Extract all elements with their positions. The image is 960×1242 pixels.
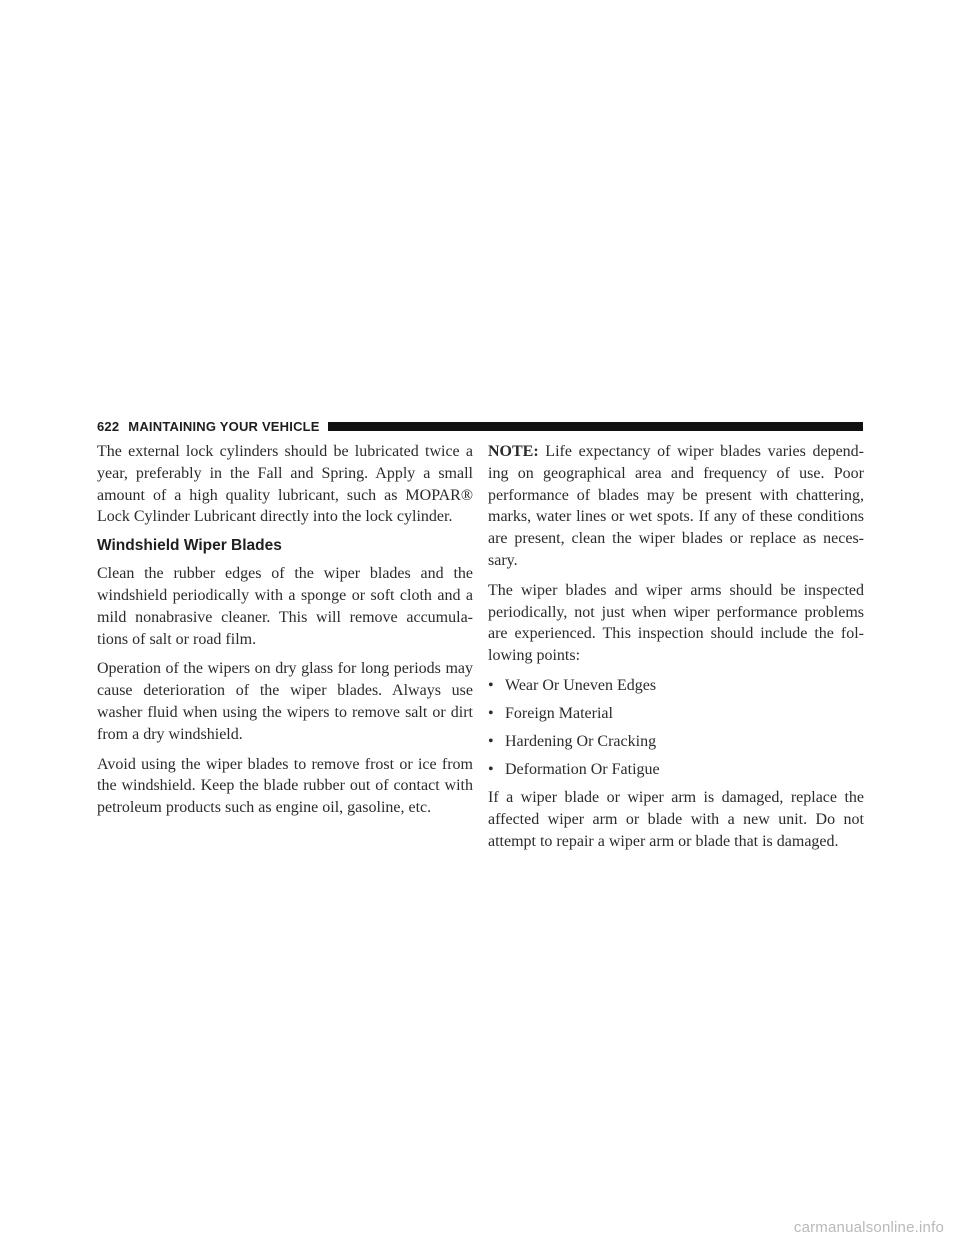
inspection-paragraph: The wiper blades and wiper arms should be inspected periodically, not just when wiper performance problems are experienced. This inspection should include the fol-lowing points: — [488, 581, 864, 665]
list-item — [488, 731, 864, 753]
frost-paragraph: Avoid using the wiper blades to remove frost or ice from the windshield. Keep the blade rubber out of contact with petroleum products such as engine oil, gasoline, etc. — [97, 755, 473, 817]
damaged-paragraph: If a wiper blade or wiper arm is damaged, replace the affected wiper arm or blade with a new unit. Do not attempt to repair a wiper arm or blade that is damaged. — [488, 788, 864, 850]
list-item-text: Deformation Or Fatigue — [505, 760, 660, 778]
list-item-text: Foreign Material — [505, 704, 613, 722]
lock-cylinder-paragraph: The external lock cylinders should be lubricated twice a year, preferably in the Fall and Spring. Apply a small amount of a high quality lubricant, such as MOPAR® Lock Cylinder Lubricant directly into the lock cylinder. — [97, 443, 473, 526]
right-column — [488, 441, 864, 860]
section-title: MAINTAINING YOUR VEHICLE — [128, 418, 320, 434]
bullet-icon: • — [488, 704, 494, 722]
header-rule — [328, 422, 863, 431]
list-item-text: Hardening Or Cracking — [505, 732, 657, 750]
cleaning-paragraph: Clean the rubber edges of the wiper blades and the windshield periodically with a sponge or soft cloth and a mild nonabrasive cleaner. This will remove accumula-tions of salt or road film. — [97, 565, 473, 648]
list-item-text: Wear Or Uneven Edges — [505, 676, 657, 694]
wiper-blades-heading: Windshield Wiper Blades — [97, 537, 282, 555]
bullet-icon: • — [488, 676, 494, 694]
left-column — [97, 441, 473, 827]
list-item — [488, 703, 864, 725]
page-number: 622 — [97, 418, 120, 434]
dry-glass-paragraph: Operation of the wipers on dry glass for long periods may cause deterioration of the wiper blades. Always use washer fluid when using the wipers to remove salt or dirt from a dry windshield. — [97, 660, 473, 743]
list-item — [488, 759, 864, 781]
bullet-icon: • — [488, 732, 494, 750]
note-text: Life expectancy of wiper blades varies depend-ing on geographical area and frequency of use. Poor performance of blades may be present with chattering, marks, water lines or wet spots. If any of these conditions are present, clean the wiper blades or replace as neces-sary. — [488, 443, 865, 569]
watermark: carmanualsonline.info — [793, 1219, 944, 1236]
page-header — [97, 416, 863, 436]
note-label: NOTE: — [488, 443, 539, 460]
note-paragraph — [488, 441, 864, 572]
list-item — [488, 675, 864, 697]
inspection-points-list — [488, 675, 864, 781]
bullet-icon: • — [488, 760, 494, 778]
